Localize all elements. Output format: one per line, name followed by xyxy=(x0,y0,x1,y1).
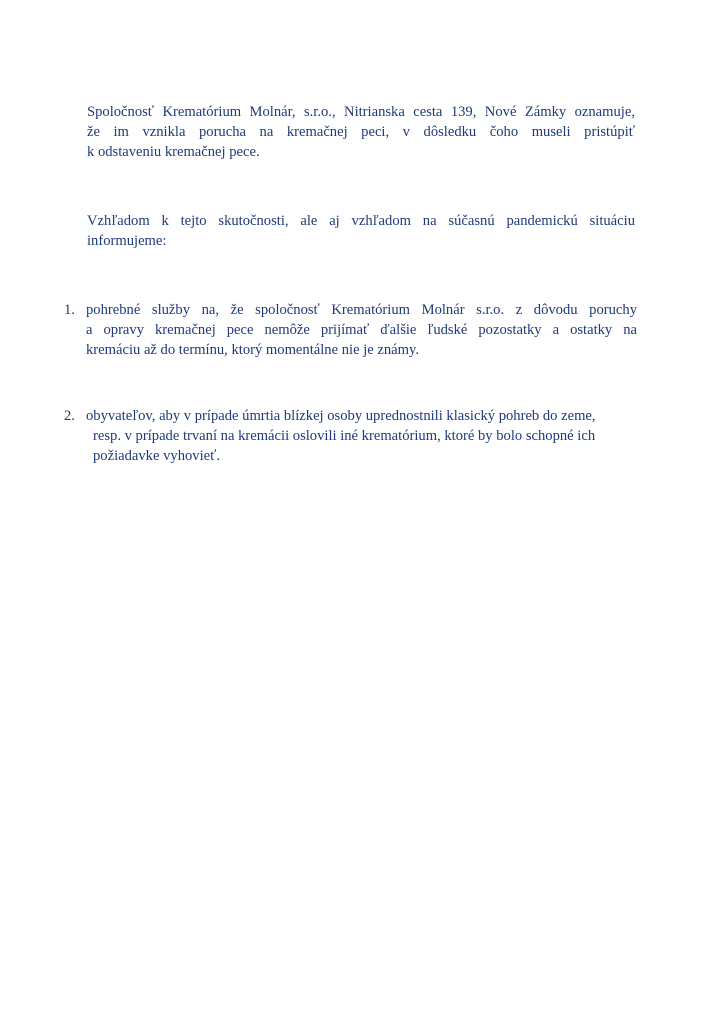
list-item-1-line-2: a opravy kremačnej pece nemôže prijímať ďalšie ľudské pozostatky a ostatky na xyxy=(86,322,637,338)
list-item-2-line-3: požiadavke vyhovieť. xyxy=(93,448,220,464)
list-item-2-line-2: resp. v prípade trvaní na kremácii oslovili iné krematórium, ktoré by bolo schopné ich xyxy=(93,428,596,444)
paragraph-1-line-1: Spoločnosť Krematórium Molnár, s.r.o., Nitrianska cesta 139, Nové Zámky oznamuje, xyxy=(87,104,635,120)
list-item-2-line-1: obyvateľov, aby v prípade úmrtia blízkej osoby uprednostnili klasický pohreb do zeme, xyxy=(86,408,596,424)
paragraph-1-line-3: k odstaveniu kremačnej pece. xyxy=(87,144,260,160)
list-item-2-number: 2. xyxy=(64,408,75,424)
paragraph-1-line-2: že im vznikla porucha na kremačnej peci, v dôsledku čoho museli pristúpiť xyxy=(87,124,635,140)
list-item-1-line-1: pohrebné služby na, že spoločnosť Krematórium Molnár s.r.o. z dôvodu poruchy xyxy=(86,302,637,318)
list-item-1-number: 1. xyxy=(64,302,75,318)
paragraph-2-line-1: Vzhľadom k tejto skutočnosti, ale aj vzhľadom na súčasnú pandemickú situáciu xyxy=(87,213,635,229)
list-item-1-line-3: kremáciu až do termínu, ktorý momentálne nie je známy. xyxy=(86,342,419,358)
paragraph-2-line-2: informujeme: xyxy=(87,233,167,249)
